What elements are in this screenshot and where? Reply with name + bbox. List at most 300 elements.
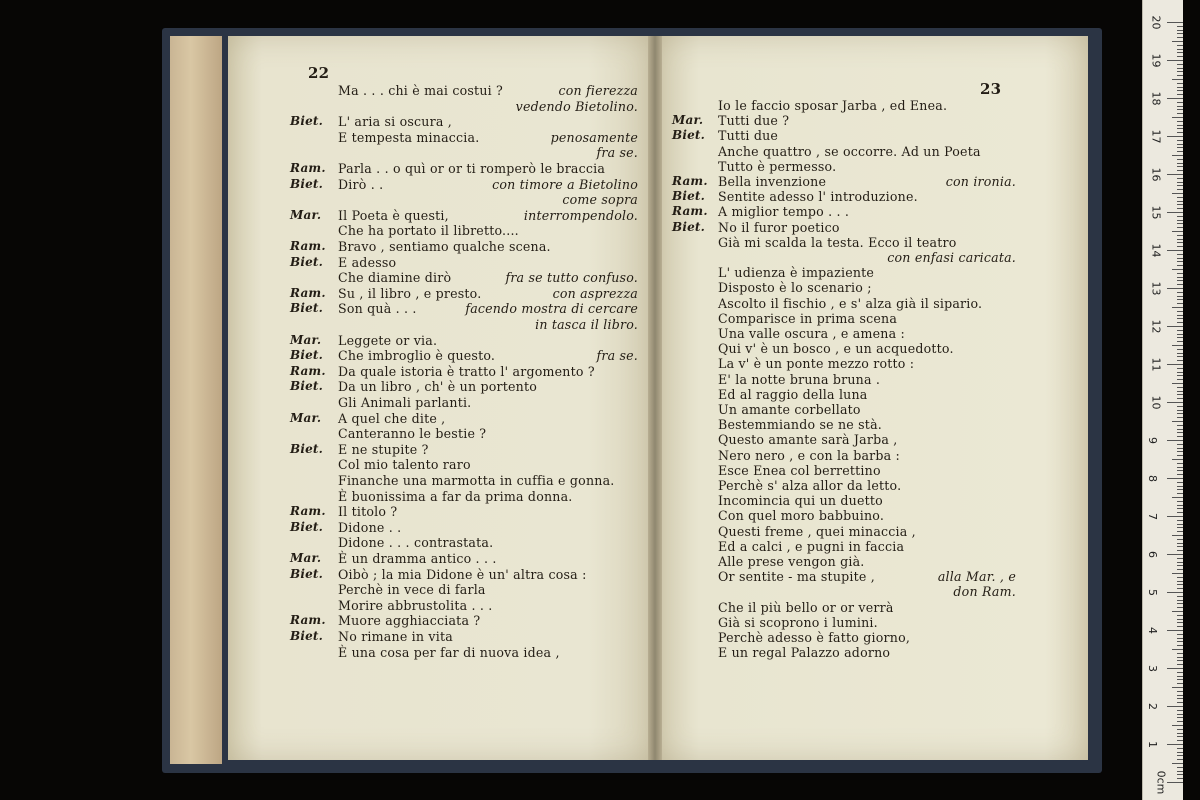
verse-line: Dirò . . [338, 176, 384, 192]
speaker-label: Biet. [290, 348, 324, 363]
measurement-ruler [1142, 0, 1183, 800]
ruler-label: 16 [1149, 167, 1163, 182]
verse-line: Esce Enea col berrettino [718, 462, 881, 478]
ruler-tick [1177, 71, 1183, 72]
ruler-label: 15 [1149, 205, 1163, 220]
ruler-tick [1177, 37, 1183, 38]
stage-direction: facendo mostra di cercare [465, 301, 638, 317]
stage-direction: alla Mar. , e [937, 569, 1016, 585]
ruler-label: 14 [1149, 243, 1163, 258]
ruler-tick [1177, 664, 1183, 665]
ruler-tick [1177, 645, 1183, 646]
ruler-tick [1177, 201, 1183, 202]
ruler-label: 11 [1149, 357, 1163, 372]
speaker-label: Ram. [672, 204, 708, 219]
verse-line: Bestemmiando se ne stà. [718, 417, 882, 433]
stage-direction: fra se tutto confuso. [505, 270, 638, 286]
ruler-tick [1177, 527, 1183, 528]
ruler-tick [1177, 569, 1183, 570]
ruler-tick [1177, 717, 1183, 718]
ruler-tick [1177, 520, 1183, 521]
verse-line: Didone . . [338, 519, 402, 535]
ruler-label: 6 [1146, 551, 1159, 558]
verse-line: Questi freme , quei minaccia , [718, 523, 916, 539]
ruler-tick [1177, 303, 1183, 304]
ruler-tick [1177, 702, 1183, 703]
ruler-tick [1177, 470, 1183, 471]
verse-line: Questo amante sarà Jarba , [718, 432, 898, 448]
verse-line: Da un libro , ch' è un portento [338, 379, 538, 395]
ruler-tick [1167, 60, 1183, 61]
ruler-tick [1177, 596, 1183, 597]
ruler-label: 20 [1149, 15, 1163, 30]
left-page [228, 36, 652, 760]
ruler-tick [1177, 710, 1183, 711]
ruler-tick [1167, 212, 1183, 213]
ruler-tick [1177, 299, 1183, 300]
ruler-tick [1177, 501, 1183, 502]
ruler-tick [1177, 695, 1183, 696]
stage-direction: fra se. [596, 145, 638, 161]
ruler-tick [1177, 227, 1183, 228]
ruler-tick [1167, 288, 1183, 289]
ruler-tick [1177, 607, 1183, 608]
stage-direction: interrompendolo. [523, 207, 638, 223]
verse-line: Ma . . . chi è mai costui ? [338, 83, 504, 98]
ruler-tick [1177, 638, 1183, 639]
ruler-tick [1172, 41, 1183, 42]
ruler-label: 10 [1149, 395, 1163, 410]
speaker-label: Ram. [672, 174, 708, 188]
verse-line: Sentite adesso l' introduzione. [718, 189, 918, 205]
verse-line: Bella invenzione [718, 174, 827, 189]
ruler-tick [1172, 573, 1183, 574]
verse-line: No il furor poetico [718, 219, 840, 235]
ruler-tick [1177, 125, 1183, 126]
ruler-tick [1177, 771, 1183, 772]
ruler-tick [1177, 30, 1183, 31]
verse-line: Già mi scalda la testa. Ecco il teatro [718, 234, 957, 250]
ruler-tick [1167, 136, 1183, 137]
ruler-tick [1172, 725, 1183, 726]
ruler-tick [1177, 660, 1183, 661]
ruler-tick [1177, 565, 1183, 566]
ruler-tick [1167, 22, 1183, 23]
stage-direction: don Ram. [953, 584, 1016, 600]
speaker-label: Mar. [290, 207, 322, 222]
ruler-tick [1177, 505, 1183, 506]
ruler-tick [1167, 516, 1183, 517]
speaker-label: Ram. [290, 504, 326, 519]
ruler-tick [1172, 421, 1183, 422]
ruler-tick [1177, 277, 1183, 278]
verse-line: Muore agghiacciata ? [338, 613, 481, 629]
ruler-tick [1177, 714, 1183, 715]
speaker-label: Mar. [672, 113, 704, 128]
ruler-tick [1177, 619, 1183, 620]
ruler-tick [1177, 436, 1183, 437]
ruler-tick [1177, 178, 1183, 179]
ruler-tick [1177, 752, 1183, 753]
ruler-tick [1172, 193, 1183, 194]
ruler-tick [1177, 455, 1183, 456]
speaker-label: Biet. [290, 629, 324, 643]
ruler-tick [1177, 87, 1183, 88]
ruler-tick [1177, 736, 1183, 737]
ruler-tick [1177, 56, 1183, 57]
ruler-tick [1177, 641, 1183, 642]
verse-line: Finanche una marmotta in cuffia e gonna. [338, 473, 615, 488]
ruler-tick [1177, 254, 1183, 255]
ruler-tick [1177, 239, 1183, 240]
speaker-label: Biet. [290, 441, 324, 456]
ruler-tick [1177, 444, 1183, 445]
verse-line: Con quel moro babbuino. [718, 508, 885, 524]
ruler-tick [1177, 33, 1183, 34]
ruler-tick [1172, 687, 1183, 688]
ruler-tick [1177, 106, 1183, 107]
ruler-tick [1177, 144, 1183, 145]
verse-line: Ed a calci , e pugni in faccia [718, 538, 905, 554]
ruler-label: 5 [1146, 589, 1159, 596]
ruler-tick [1177, 463, 1183, 464]
ruler-tick [1177, 398, 1183, 399]
ruler-tick [1177, 322, 1183, 323]
speaker-label: Biet. [672, 128, 706, 143]
ruler-tick [1177, 121, 1183, 122]
ruler-tick [1177, 467, 1183, 468]
ruler-tick [1177, 448, 1183, 449]
ruler-tick [1172, 307, 1183, 308]
ruler-tick [1177, 603, 1183, 604]
verse-line: Canteranno le bestie ? [338, 426, 487, 442]
ruler-tick [1172, 763, 1183, 764]
ruler-tick [1177, 626, 1183, 627]
verse-line: È un dramma antico . . . [338, 551, 497, 566]
ruler-tick [1177, 64, 1183, 65]
ruler-tick [1177, 691, 1183, 692]
book-gutter [648, 36, 662, 760]
page-number: 23 [980, 80, 1002, 98]
ruler-tick [1177, 474, 1183, 475]
ruler-tick [1177, 166, 1183, 167]
ruler-tick [1177, 147, 1183, 148]
speaker-label: Biet. [672, 189, 706, 204]
speaker-label: Ram. [290, 363, 326, 378]
ruler-tick [1177, 140, 1183, 141]
ruler-tick [1172, 649, 1183, 650]
stage-direction: in tasca il libro. [535, 317, 638, 332]
verse-line: Un amante corbellato [718, 402, 861, 417]
ruler-tick [1177, 273, 1183, 274]
speaker-label: Biet. [672, 219, 706, 234]
ruler-tick [1177, 75, 1183, 76]
ruler-tick [1177, 45, 1183, 46]
ruler-tick [1177, 774, 1183, 775]
ruler-tick [1177, 748, 1183, 749]
ruler-tick [1177, 235, 1183, 236]
ruler-tick [1177, 182, 1183, 183]
speaker-label: Biet. [290, 379, 324, 394]
ruler-tick [1172, 611, 1183, 612]
ruler-tick [1167, 706, 1183, 707]
ruler-tick [1177, 489, 1183, 490]
verse-line: L' udienza è impaziente [718, 265, 875, 281]
verse-line: Col mio talento raro [338, 457, 471, 473]
ruler-tick [1167, 668, 1183, 669]
ruler-tick [1177, 163, 1183, 164]
ruler-tick [1167, 478, 1183, 479]
ruler-tick [1172, 497, 1183, 498]
ruler-tick [1172, 79, 1183, 80]
ruler-tick [1177, 562, 1183, 563]
ruler-tick [1167, 592, 1183, 593]
ruler-tick [1177, 315, 1183, 316]
ruler-tick [1177, 368, 1183, 369]
speaker-label: Ram. [290, 285, 326, 300]
ruler-tick [1177, 52, 1183, 53]
ruler-tick [1177, 296, 1183, 297]
ruler-label: 8 [1146, 475, 1159, 482]
ruler-tick [1177, 539, 1183, 540]
ruler-tick [1177, 185, 1183, 186]
ruler-tick [1177, 584, 1183, 585]
speaker-label: Mar. [290, 410, 322, 425]
ruler-tick [1172, 345, 1183, 346]
speaker-label: Ram. [290, 161, 326, 175]
ruler-tick [1172, 155, 1183, 156]
ruler-tick [1177, 90, 1183, 91]
ruler-label: 9 [1146, 437, 1159, 444]
ruler-tick [1177, 429, 1183, 430]
ruler-tick [1177, 372, 1183, 373]
ruler-tick [1177, 778, 1183, 779]
ruler-tick [1177, 508, 1183, 509]
ruler-tick [1177, 634, 1183, 635]
verse-line: Tutti due [718, 128, 779, 144]
ruler-tick [1177, 349, 1183, 350]
verse-line: Tutti due ? [718, 113, 790, 129]
stage-direction: con fierezza [558, 83, 638, 98]
speaker-label: Biet. [290, 114, 324, 129]
speaker-label: Mar. [290, 551, 322, 565]
ruler-tick [1177, 159, 1183, 160]
ruler-tick [1177, 417, 1183, 418]
speaker-label: Ram. [290, 613, 326, 628]
ruler-tick [1177, 330, 1183, 331]
ruler-label: 17 [1149, 129, 1163, 144]
ruler-tick [1177, 341, 1183, 342]
verse-line: Anche quattro , se occorre. Ad un Poeta [718, 143, 981, 159]
ruler-tick [1167, 554, 1183, 555]
ruler-tick [1177, 26, 1183, 27]
ruler-label: 13 [1149, 281, 1163, 296]
verse-line: L' aria si oscura , [338, 114, 452, 130]
speaker-label: Biet. [290, 519, 324, 534]
verse-line: Oibò ; la mia Didone è un' altra cosa : [338, 566, 587, 582]
ruler-tick [1172, 269, 1183, 270]
verse-line: Ed al raggio della luna [718, 386, 868, 402]
stage-direction: penosamente [550, 129, 638, 145]
ruler-tick [1177, 170, 1183, 171]
right-page [656, 36, 1088, 760]
ruler-label: 3 [1146, 665, 1159, 672]
ruler-tick [1177, 394, 1183, 395]
ruler-tick [1177, 672, 1183, 673]
ruler-tick [1177, 128, 1183, 129]
verse-line: Leggete or via. [338, 332, 438, 348]
ruler-tick [1177, 653, 1183, 654]
ruler-tick [1177, 622, 1183, 623]
ruler-tick [1177, 512, 1183, 513]
verse-line: Gli Animali parlanti. [338, 395, 472, 410]
ruler-tick [1177, 356, 1183, 357]
verse-line: Bravo , sentiamo qualche scena. [338, 239, 551, 254]
ruler-tick [1177, 413, 1183, 414]
stage-direction: come sopra [562, 192, 638, 208]
verse-line: Perchè adesso è fatto giorno, [718, 630, 911, 645]
ruler-tick [1177, 246, 1183, 247]
ruler-tick [1177, 242, 1183, 243]
ruler-tick [1167, 630, 1183, 631]
ruler-tick [1177, 588, 1183, 589]
ruler-tick [1177, 432, 1183, 433]
ruler-tick [1172, 459, 1183, 460]
ruler-tick [1177, 94, 1183, 95]
ruler-tick [1177, 755, 1183, 756]
ruler-label: 7 [1146, 513, 1159, 520]
ruler-tick [1177, 292, 1183, 293]
verse-line: Io le faccio sposar Jarba , ed Enea. [718, 98, 948, 113]
ruler-tick [1167, 174, 1183, 175]
ruler-tick [1177, 546, 1183, 547]
verse-line: No rimane in vita [338, 629, 453, 644]
verse-line: Morire abbrustolita . . . [338, 597, 493, 613]
ruler-tick [1177, 683, 1183, 684]
ruler-tick [1177, 216, 1183, 217]
verse-line: Ascolto il fischio , e s' alza già il sipario. [718, 295, 983, 311]
verse-line: E tempesta minaccia. [338, 129, 480, 145]
verse-line: Nero nero , e con la barba : [718, 447, 901, 463]
stage-direction: con asprezza [552, 285, 638, 301]
ruler-tick [1177, 284, 1183, 285]
ruler-tick [1172, 383, 1183, 384]
verse-line: Perchè s' alza allor da letto. [718, 478, 902, 493]
ruler-tick [1177, 482, 1183, 483]
verse-line: Che imbroglio è questo. [338, 348, 496, 364]
ruler-tick [1177, 531, 1183, 532]
verse-line: Disposto è lo scenario ; [718, 280, 872, 296]
verse-line: È buonissima a far da prima donna. [338, 488, 573, 504]
verse-line: Da quale istoria è tratto l' argomento ? [338, 363, 595, 379]
ruler-tick [1177, 577, 1183, 578]
stage-direction: con ironia. [945, 174, 1016, 189]
ruler-tick [1167, 744, 1183, 745]
verse-line: Son quà . . . [338, 301, 417, 317]
ruler-tick [1177, 550, 1183, 551]
ruler-tick [1167, 364, 1183, 365]
ruler-tick [1177, 543, 1183, 544]
stage-direction: con enfasi caricata. [887, 250, 1016, 265]
ruler-tick [1177, 220, 1183, 221]
ruler-label: 4 [1146, 627, 1159, 634]
ruler-tick [1177, 493, 1183, 494]
ruler-tick [1177, 379, 1183, 380]
ruler-tick [1177, 208, 1183, 209]
verse-line: Il Poeta è questi, [338, 207, 449, 223]
stage-direction: vedendo Bietolino. [515, 98, 638, 114]
ruler-tick [1177, 375, 1183, 376]
verse-line: Parla . . o quì or or ti romperò le braccia [338, 161, 606, 176]
verse-line: Su , il libro , e presto. [338, 285, 482, 301]
ruler-tick [1177, 68, 1183, 69]
speaker-label: Biet. [290, 176, 324, 191]
ruler-tick [1167, 782, 1183, 783]
speaker-label: Biet. [290, 301, 324, 316]
ruler-tick [1177, 740, 1183, 741]
ruler-tick [1177, 360, 1183, 361]
verse-line: Una valle oscura , e amena : [718, 326, 905, 341]
ruler-tick [1167, 440, 1183, 441]
ruler-tick [1177, 189, 1183, 190]
verse-line: A miglior tempo . . . [718, 204, 850, 220]
ruler-tick [1177, 676, 1183, 677]
ruler-tick [1177, 391, 1183, 392]
verse-line: È una cosa per far di nuova idea , [338, 644, 560, 660]
ruler-tick [1177, 486, 1183, 487]
ruler-tick [1177, 265, 1183, 266]
ruler-tick [1177, 767, 1183, 768]
ruler-tick [1177, 410, 1183, 411]
ruler-tick [1172, 117, 1183, 118]
speaker-label: Mar. [290, 332, 322, 347]
verse-line: E' la notte bruna bruna . [718, 371, 881, 387]
ruler-tick [1172, 535, 1183, 536]
verse-line: Alle prese vengon già. [718, 554, 865, 569]
ruler-tick [1177, 311, 1183, 312]
verse-line: E un regal Palazzo adorno [718, 645, 891, 661]
ruler-tick [1177, 113, 1183, 114]
verse-line: Or sentite - ma stupite , [718, 569, 875, 585]
ruler-tick [1167, 250, 1183, 251]
ruler-tick [1177, 729, 1183, 730]
ruler-tick [1177, 721, 1183, 722]
ruler-tick [1172, 231, 1183, 232]
verse-line: A quel che dite , [338, 410, 446, 426]
page-number: 22 [308, 64, 330, 82]
ruler-tick [1177, 425, 1183, 426]
verse-line: Già si scoprono i lumini. [718, 614, 878, 630]
ruler-tick [1177, 615, 1183, 616]
ruler-tick [1167, 326, 1183, 327]
verse-line: La v' è un ponte mezzo rotto : [718, 356, 915, 372]
ruler-tick [1177, 109, 1183, 110]
verse-line: Il titolo ? [338, 504, 398, 520]
ruler-tick [1167, 402, 1183, 403]
ruler-tick [1177, 49, 1183, 50]
ruler-tick [1177, 280, 1183, 281]
verse-line: Incomincia qui un duetto [718, 493, 883, 509]
verse-line: Tutto è permesso. [718, 158, 837, 174]
ruler-tick [1177, 679, 1183, 680]
stage-direction: fra se. [596, 348, 638, 364]
verse-line: Che il più bello or or verrà [718, 599, 894, 615]
ruler-tick [1177, 657, 1183, 658]
verse-line: Perchè in vece di farla [338, 582, 486, 598]
ruler-tick [1177, 102, 1183, 103]
ruler-tick [1177, 558, 1183, 559]
verse-line: E adesso [338, 254, 397, 270]
